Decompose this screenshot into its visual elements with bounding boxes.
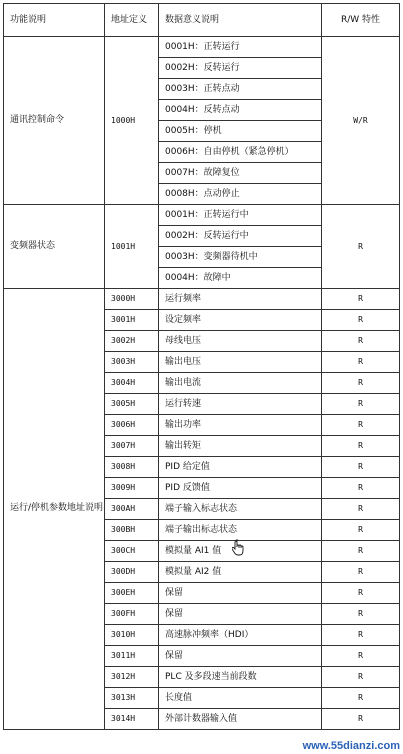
address-cell: 300EH — [105, 583, 159, 604]
meaning-cell: PID 给定值 — [159, 457, 322, 478]
meaning-cell: 输出功率 — [159, 415, 322, 436]
rw-cell: R — [322, 709, 400, 730]
meaning-cell: 高速脉冲频率（HDI） — [159, 625, 322, 646]
address-cell: 300DH — [105, 562, 159, 583]
function-cell: 通讯控制命令 — [4, 37, 105, 205]
rw-cell: R — [322, 289, 400, 310]
meaning-cell: 0002H：反转运行中 — [159, 226, 322, 247]
meaning-cell: 设定频率 — [159, 310, 322, 331]
meaning-cell: 0004H：故障中 — [159, 268, 322, 289]
meaning-cell: 长度值 — [159, 688, 322, 709]
meaning-cell: 0005H：停机 — [159, 121, 322, 142]
address-cell: 3008H — [105, 457, 159, 478]
rw-cell: R — [322, 373, 400, 394]
meaning-cell: 0008H：点动停止 — [159, 184, 322, 205]
header-row — [4, 4, 400, 37]
function-cell: 变频器状态 — [4, 205, 105, 289]
address-cell: 1001H — [105, 205, 159, 289]
meaning-cell: 0003H：正转点动 — [159, 79, 322, 100]
rw-cell: R — [322, 688, 400, 709]
rw-cell: W/R — [322, 37, 400, 205]
rw-cell: R — [322, 499, 400, 520]
meaning-cell: 0007H：故障复位 — [159, 163, 322, 184]
meaning-cell: 输出电压 — [159, 352, 322, 373]
rw-cell: R — [322, 415, 400, 436]
table-row — [4, 289, 400, 310]
address-cell: 3006H — [105, 415, 159, 436]
watermark: www.55dianzi.com — [302, 740, 400, 752]
rw-cell: R — [322, 604, 400, 625]
meaning-cell: 端子输入标志状态 — [159, 499, 322, 520]
meaning-cell: 0004H：反转点动 — [159, 100, 322, 121]
meaning-cell: PLC 及多段速当前段数 — [159, 667, 322, 688]
address-cell: 3001H — [105, 310, 159, 331]
header-function: 功能说明 — [4, 4, 105, 37]
address-cell: 300FH — [105, 604, 159, 625]
meaning-cell: 模拟量 AI1 值 — [159, 541, 322, 562]
rw-cell: R — [322, 583, 400, 604]
meaning-cell: 输出转矩 — [159, 436, 322, 457]
rw-cell: R — [322, 520, 400, 541]
rw-cell: R — [322, 541, 400, 562]
meaning-cell: PID 反馈值 — [159, 478, 322, 499]
rw-cell: R — [322, 310, 400, 331]
address-cell: 3014H — [105, 709, 159, 730]
address-cell: 3004H — [105, 373, 159, 394]
rw-cell: R — [322, 667, 400, 688]
rw-cell: R — [322, 205, 400, 289]
address-cell: 3012H — [105, 667, 159, 688]
address-cell: 3013H — [105, 688, 159, 709]
meaning-cell: 0001H：正转运行 — [159, 37, 322, 58]
header-rw: R/W 特性 — [322, 4, 400, 37]
meaning-cell: 母线电压 — [159, 331, 322, 352]
rw-cell: R — [322, 478, 400, 499]
meaning-cell: 模拟量 AI2 值 — [159, 562, 322, 583]
rw-cell: R — [322, 436, 400, 457]
meaning-cell: 保留 — [159, 646, 322, 667]
rw-cell: R — [322, 457, 400, 478]
meaning-cell: 保留 — [159, 604, 322, 625]
function-cell: 运行/停机参数地址说明 — [4, 289, 105, 730]
address-cell: 3002H — [105, 331, 159, 352]
table-body — [4, 37, 400, 730]
address-cell: 300CH — [105, 541, 159, 562]
address-cell: 3011H — [105, 646, 159, 667]
address-cell: 300BH — [105, 520, 159, 541]
meaning-cell: 0003H：变频器待机中 — [159, 247, 322, 268]
address-cell: 300AH — [105, 499, 159, 520]
rw-cell: R — [322, 331, 400, 352]
address-cell: 3000H — [105, 289, 159, 310]
address-cell: 3007H — [105, 436, 159, 457]
address-cell: 3010H — [105, 625, 159, 646]
address-cell: 1000H — [105, 37, 159, 205]
rw-cell: R — [322, 625, 400, 646]
table-row — [4, 37, 400, 58]
meaning-cell: 外部计数器输入值 — [159, 709, 322, 730]
hand-cursor-icon — [232, 538, 246, 556]
rw-cell: R — [322, 562, 400, 583]
meaning-cell: 端子输出标志状态 — [159, 520, 322, 541]
table-row — [4, 205, 400, 226]
rw-cell: R — [322, 646, 400, 667]
register-table — [3, 3, 400, 730]
rw-cell: R — [322, 352, 400, 373]
meaning-cell: 0006H：自由停机（紧急停机） — [159, 142, 322, 163]
header-address: 地址定义 — [105, 4, 159, 37]
meaning-cell: 0002H：反转运行 — [159, 58, 322, 79]
rw-cell: R — [322, 394, 400, 415]
address-cell: 3003H — [105, 352, 159, 373]
meaning-cell: 保留 — [159, 583, 322, 604]
header-meaning: 数据意义说明 — [159, 4, 322, 37]
meaning-cell: 0001H：正转运行中 — [159, 205, 322, 226]
address-cell: 3005H — [105, 394, 159, 415]
address-cell: 3009H — [105, 478, 159, 499]
meaning-cell: 输出电流 — [159, 373, 322, 394]
meaning-cell: 运行频率 — [159, 289, 322, 310]
meaning-cell: 运行转速 — [159, 394, 322, 415]
